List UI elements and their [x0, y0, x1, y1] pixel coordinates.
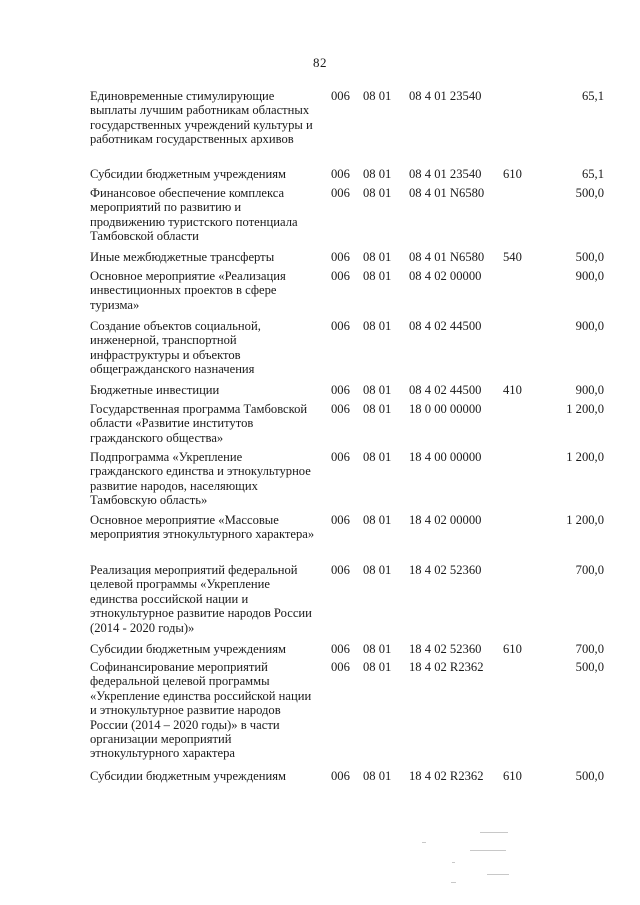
target-article-code: 08 4 01 23540: [409, 89, 482, 103]
admin-code: 006: [331, 167, 350, 181]
target-article-code: 08 4 02 44500: [409, 319, 482, 333]
target-article-code: 18 4 02 52360: [409, 642, 482, 656]
amount: 1 200,0: [566, 513, 604, 527]
expense-name: Реализация мероприятий федеральной целевой программы «Укрепление единства российской нации и этнокультурное развитие народов России (2014 - 2020 годы)»: [90, 563, 312, 635]
amount: 1 200,0: [566, 450, 604, 464]
section-code: 08 01: [363, 402, 392, 416]
scan-artifact: [422, 842, 426, 843]
amount: 500,0: [575, 769, 604, 783]
section-code: 08 01: [363, 563, 392, 577]
scan-artifact: [487, 874, 509, 875]
admin-code: 006: [331, 660, 350, 674]
amount: 500,0: [575, 250, 604, 264]
expense-name: Основное мероприятие «Массовые мероприятия этнокультурного характера»: [90, 513, 315, 542]
expense-name: Государственная программа Тамбовской области «Развитие институтов гражданского общества»: [90, 402, 308, 445]
expense-name: Субсидии бюджетным учреждениям: [90, 167, 286, 181]
admin-code: 006: [331, 513, 350, 527]
admin-code: 006: [331, 563, 350, 577]
section-code: 08 01: [363, 269, 392, 283]
expense-name: Финансовое обеспечение комплекса мероприятий по развитию и продвижению туристского потенциала Тамбовской области: [90, 186, 298, 244]
admin-code: 006: [331, 319, 350, 333]
expense-name: Софинансирование мероприятий федеральной целевой программы «Укрепление единства российской нации и этнокультурное развитие народов России (2014 – 2020 годы)» в части организации мероприятий этнокультурного характера: [90, 660, 312, 761]
section-code: 08 01: [363, 513, 392, 527]
target-article-code: 08 4 02 00000: [409, 269, 482, 283]
expense-name: Единовременные стимулирующие выплаты лучшим работникам областных государственных учреждений культуры и работникам государственных архивов: [90, 89, 313, 147]
admin-code: 006: [331, 642, 350, 656]
admin-code: 006: [331, 269, 350, 283]
target-article-code: 08 4 02 44500: [409, 383, 482, 397]
target-article-code: 18 4 02 R2362: [409, 769, 484, 783]
admin-code: 006: [331, 89, 350, 103]
expense-name: Субсидии бюджетным учреждениям: [90, 769, 286, 783]
section-code: 08 01: [363, 660, 392, 674]
section-code: 08 01: [363, 769, 392, 783]
admin-code: 006: [331, 383, 350, 397]
section-code: 08 01: [363, 319, 392, 333]
target-article-code: 08 4 01 N6580: [409, 250, 485, 264]
target-article-code: 18 4 00 00000: [409, 450, 482, 464]
admin-code: 006: [331, 402, 350, 416]
expense-name: Подпрограмма «Укрепление гражданского единства и этнокультурное развитие народов, населяющих Тамбовскую область»: [90, 450, 311, 508]
amount: 700,0: [575, 642, 604, 656]
amount: 500,0: [575, 660, 604, 674]
scan-artifact: [452, 862, 455, 863]
target-article-code: 08 4 01 23540: [409, 167, 482, 181]
section-code: 08 01: [363, 167, 392, 181]
section-code: 08 01: [363, 642, 392, 656]
expense-name: Иные межбюджетные трансферты: [90, 250, 275, 264]
target-article-code: 18 0 00 00000: [409, 402, 482, 416]
expense-name: Основное мероприятие «Реализация инвестиционных проектов в сфере туризма»: [90, 269, 286, 312]
page-number: 82: [313, 55, 327, 70]
section-code: 08 01: [363, 89, 392, 103]
amount: 700,0: [575, 563, 604, 577]
section-code: 08 01: [363, 186, 392, 200]
amount: 900,0: [575, 269, 604, 283]
admin-code: 006: [331, 250, 350, 264]
expense-type-code: 540: [503, 250, 522, 264]
amount: 1 200,0: [566, 402, 604, 416]
expense-name: Субсидии бюджетным учреждениям: [90, 642, 286, 656]
expense-name: Бюджетные инвестиции: [90, 383, 220, 397]
target-article-code: 18 4 02 52360: [409, 563, 482, 577]
scan-artifact: [480, 832, 508, 833]
amount: 65,1: [581, 89, 604, 103]
section-code: 08 01: [363, 383, 392, 397]
target-article-code: 08 4 01 N6580: [409, 186, 485, 200]
scan-artifact: [451, 882, 456, 883]
expense-type-code: 610: [503, 642, 522, 656]
amount: 65,1: [581, 167, 604, 181]
target-article-code: 18 4 02 R2362: [409, 660, 484, 674]
admin-code: 006: [331, 769, 350, 783]
section-code: 08 01: [363, 250, 392, 264]
amount: 500,0: [575, 186, 604, 200]
scan-artifact: [470, 850, 506, 851]
admin-code: 006: [331, 186, 350, 200]
expense-type-code: 410: [503, 383, 522, 397]
expense-type-code: 610: [503, 167, 522, 181]
amount: 900,0: [575, 319, 604, 333]
expense-name: Создание объектов социальной, инженерной, транспортной инфраструктуры и объектов общегражданского назначения: [90, 319, 261, 377]
expense-type-code: 610: [503, 769, 522, 783]
amount: 900,0: [575, 383, 604, 397]
section-code: 08 01: [363, 450, 392, 464]
admin-code: 006: [331, 450, 350, 464]
target-article-code: 18 4 02 00000: [409, 513, 482, 527]
